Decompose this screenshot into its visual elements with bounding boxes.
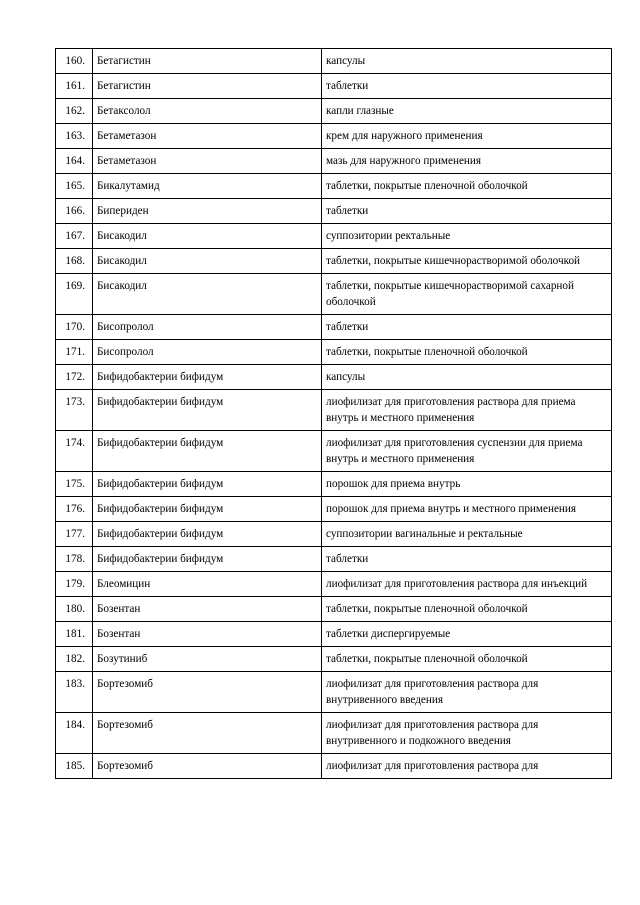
drug-name: Бортезомиб <box>93 713 322 754</box>
drug-name: Бортезомиб <box>93 754 322 779</box>
table-row <box>56 174 612 199</box>
drug-name: Бисакодил <box>93 224 322 249</box>
dosage-form: таблетки <box>322 74 612 99</box>
drug-name: Бифидобактерии бифидум <box>93 522 322 547</box>
drug-name: Бисопролол <box>93 315 322 340</box>
dosage-form: таблетки, покрытые пленочной оболочкой <box>322 340 612 365</box>
table-row <box>56 365 612 390</box>
row-number: 161. <box>56 74 93 99</box>
row-number: 178. <box>56 547 93 572</box>
table-row <box>56 249 612 274</box>
drug-name: Бифидобактерии бифидум <box>93 497 322 522</box>
drug-name: Бисакодил <box>93 249 322 274</box>
table-row <box>56 431 612 472</box>
table-row <box>56 672 612 713</box>
drug-name: Бетаксолол <box>93 99 322 124</box>
table-row <box>56 522 612 547</box>
drug-name: Бифидобактерии бифидум <box>93 431 322 472</box>
dosage-form: лиофилизат для приготовления раствора для <box>322 754 612 779</box>
row-number: 175. <box>56 472 93 497</box>
dosage-form: таблетки, покрытые кишечнорастворимой сахарной оболочкой <box>322 274 612 315</box>
table-row <box>56 315 612 340</box>
dosage-form: лиофилизат для приготовления раствора для внутривенного и подкожного введения <box>322 713 612 754</box>
table-row <box>56 124 612 149</box>
row-number: 162. <box>56 99 93 124</box>
dosage-form: таблетки <box>322 315 612 340</box>
drug-table <box>55 48 612 779</box>
dosage-form: лиофилизат для приготовления суспензии для приема внутрь и местного применения <box>322 431 612 472</box>
row-number: 180. <box>56 597 93 622</box>
dosage-form: лиофилизат для приготовления раствора для приема внутрь и местного применения <box>322 390 612 431</box>
table-row <box>56 274 612 315</box>
table-row <box>56 149 612 174</box>
dosage-form: капсулы <box>322 365 612 390</box>
dosage-form: лиофилизат для приготовления раствора для инъекций <box>322 572 612 597</box>
drug-name: Бетагистин <box>93 74 322 99</box>
table-row <box>56 622 612 647</box>
dosage-form: порошок для приема внутрь и местного применения <box>322 497 612 522</box>
dosage-form: таблетки, покрытые пленочной оболочкой <box>322 174 612 199</box>
dosage-form: таблетки <box>322 547 612 572</box>
table-row <box>56 74 612 99</box>
row-number: 160. <box>56 49 93 74</box>
row-number: 167. <box>56 224 93 249</box>
drug-name: Бисакодил <box>93 274 322 315</box>
row-number: 169. <box>56 274 93 315</box>
dosage-form: таблетки диспергируемые <box>322 622 612 647</box>
table-row <box>56 49 612 74</box>
table-row <box>56 572 612 597</box>
row-number: 171. <box>56 340 93 365</box>
dosage-form: крем для наружного применения <box>322 124 612 149</box>
drug-name: Бозентан <box>93 597 322 622</box>
drug-name: Бетаметазон <box>93 124 322 149</box>
table-row <box>56 340 612 365</box>
drug-name: Бипериден <box>93 199 322 224</box>
row-number: 183. <box>56 672 93 713</box>
row-number: 184. <box>56 713 93 754</box>
table-row <box>56 647 612 672</box>
table-row <box>56 713 612 754</box>
drug-name: Бифидобактерии бифидум <box>93 547 322 572</box>
drug-name: Бозутиниб <box>93 647 322 672</box>
drug-name: Бифидобактерии бифидум <box>93 365 322 390</box>
table-row <box>56 99 612 124</box>
dosage-form: порошок для приема внутрь <box>322 472 612 497</box>
row-number: 168. <box>56 249 93 274</box>
row-number: 164. <box>56 149 93 174</box>
row-number: 165. <box>56 174 93 199</box>
dosage-form: суппозитории вагинальные и ректальные <box>322 522 612 547</box>
row-number: 185. <box>56 754 93 779</box>
row-number: 163. <box>56 124 93 149</box>
table-row <box>56 390 612 431</box>
row-number: 174. <box>56 431 93 472</box>
row-number: 179. <box>56 572 93 597</box>
row-number: 173. <box>56 390 93 431</box>
drug-name: Бифидобактерии бифидум <box>93 472 322 497</box>
dosage-form: капли глазные <box>322 99 612 124</box>
drug-name: Бортезомиб <box>93 672 322 713</box>
drug-name: Бетаметазон <box>93 149 322 174</box>
dosage-form: капсулы <box>322 49 612 74</box>
drug-name: Блеомицин <box>93 572 322 597</box>
dosage-form: лиофилизат для приготовления раствора для внутривенного введения <box>322 672 612 713</box>
table-row <box>56 754 612 779</box>
drug-name: Бозентан <box>93 622 322 647</box>
dosage-form: мазь для наружного применения <box>322 149 612 174</box>
table-row <box>56 199 612 224</box>
table-row <box>56 224 612 249</box>
table-row <box>56 597 612 622</box>
row-number: 166. <box>56 199 93 224</box>
table-row <box>56 497 612 522</box>
dosage-form: таблетки, покрытые пленочной оболочкой <box>322 647 612 672</box>
row-number: 170. <box>56 315 93 340</box>
dosage-form: таблетки, покрытые кишечнорастворимой оболочкой <box>322 249 612 274</box>
drug-name: Бикалутамид <box>93 174 322 199</box>
row-number: 177. <box>56 522 93 547</box>
row-number: 176. <box>56 497 93 522</box>
drug-name: Бисопролол <box>93 340 322 365</box>
drug-table-body <box>56 49 612 779</box>
row-number: 181. <box>56 622 93 647</box>
row-number: 182. <box>56 647 93 672</box>
drug-name: Бетагистин <box>93 49 322 74</box>
table-row <box>56 547 612 572</box>
row-number: 172. <box>56 365 93 390</box>
dosage-form: таблетки, покрытые пленочной оболочкой <box>322 597 612 622</box>
table-row <box>56 472 612 497</box>
drug-name: Бифидобактерии бифидум <box>93 390 322 431</box>
dosage-form: таблетки <box>322 199 612 224</box>
dosage-form: суппозитории ректальные <box>322 224 612 249</box>
